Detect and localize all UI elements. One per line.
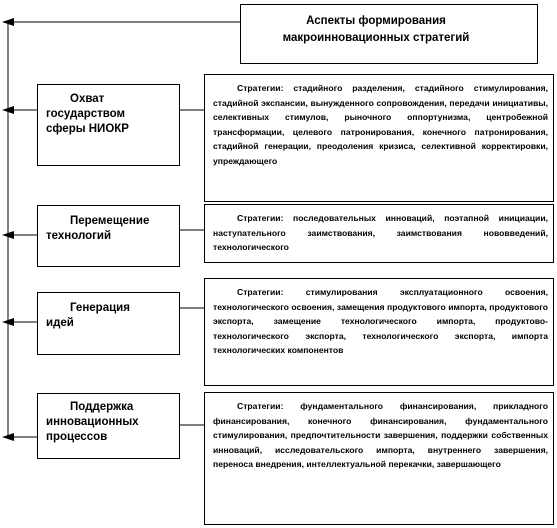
row-4-text: Стратегии: фундаментального финансирования, прикладного финансирования, конечного финансирования, фундаментального стимулирования, предпочтительности завершения, поддержки собственных инноваций, исследовательского импорта, внутреннего завершения, переноса внедрения, интеллектуальной перекачки, завершающего bbox=[213, 401, 548, 469]
arrow-head-4 bbox=[2, 433, 14, 441]
row-2-label: Перемещение технологий bbox=[46, 215, 150, 242]
row-4-label-box bbox=[37, 393, 180, 459]
row-4-text-box bbox=[204, 392, 554, 525]
row-3-label: Генерация идей bbox=[46, 302, 130, 329]
row-3-text: Стратегии: стимулирования эксплуатационного освоения, технологического освоения, замещения продуктового импорта, продуктового экспорта, замещение технологического импорта, продуктово-технологического экспорта, технологического экспорта, импорта технологических компонентов bbox=[213, 287, 548, 355]
arrow-head-1 bbox=[2, 106, 14, 114]
arrow-head-3 bbox=[2, 318, 14, 326]
row-1-text-box bbox=[204, 74, 554, 202]
header-box bbox=[240, 4, 538, 64]
row-1-text: Стратегии: стадийного разделения, стадийного стимулирования, стадийной экспансии, вынужденного сопровождения, передачи инициативы, селективных стимулов, рыночного оппортунизма, центробежной трансформации, целевого патронирования, конечного патронирования, стадийной генерации, преодоления кризиса, селективной корректировки, упреждающего bbox=[213, 83, 548, 166]
row-1-label-box bbox=[37, 84, 180, 166]
arrow-head-2 bbox=[2, 231, 14, 239]
row-3-label-box bbox=[37, 292, 180, 355]
row-2-text: Стратегии: последовательных инноваций, поэтапной инициации, наступательного заимствования, заимствования нововведений, технологического bbox=[213, 213, 548, 252]
row-4-label: Поддержка инновационных процессов bbox=[46, 401, 139, 443]
row-2-label-box bbox=[37, 205, 180, 267]
row-1-label: Охват государством сферы НИОКР bbox=[46, 93, 129, 135]
row-3-text-box bbox=[204, 278, 554, 386]
arrow-head-header bbox=[2, 18, 14, 26]
row-2-text-box bbox=[204, 204, 554, 263]
header-title: Аспекты формирования макроинновационных стратегий bbox=[282, 15, 470, 44]
